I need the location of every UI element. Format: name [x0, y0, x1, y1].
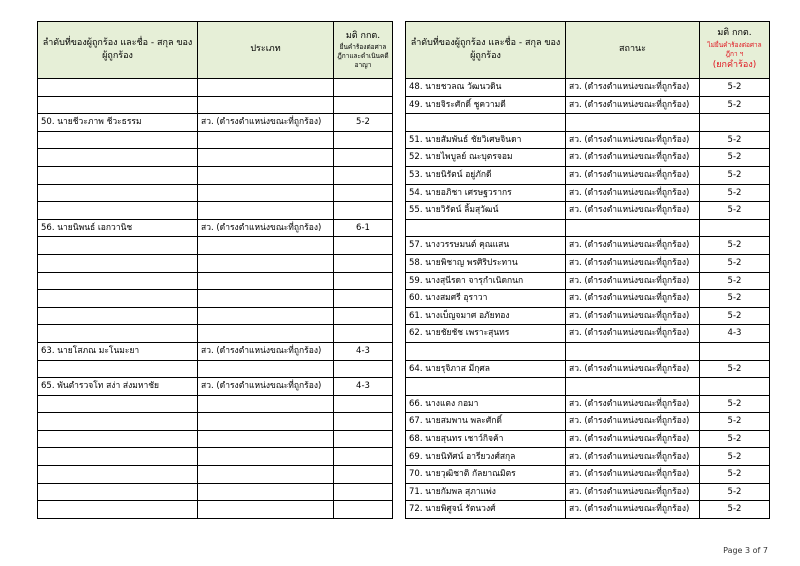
cell-name	[38, 413, 198, 431]
cell-status: สว. (ดำรงตำแหน่งขณะที่ถูกร้อง)	[566, 483, 700, 501]
cell-type	[198, 131, 334, 149]
cell-res: 5-2	[700, 430, 770, 448]
cell-name	[38, 272, 198, 290]
cell-status: สว. (ดำรงตำแหน่งขณะที่ถูกร้อง)	[566, 166, 700, 184]
table-row	[38, 430, 393, 448]
table-row	[38, 413, 393, 431]
cell-type	[198, 202, 334, 220]
cell-res: 5-2	[700, 254, 770, 272]
cell-name: 67. นายสมพาน พละศักดิ์	[406, 413, 566, 431]
cell-type	[198, 307, 334, 325]
cell-res	[700, 219, 770, 237]
table-row	[38, 378, 393, 396]
cell-res	[334, 166, 393, 184]
table-row	[38, 395, 393, 413]
cell-type	[198, 466, 334, 484]
cell-name	[38, 79, 198, 97]
cell-status: สว. (ดำรงตำแหน่งขณะที่ถูกร้อง)	[566, 325, 700, 343]
cell-status: สว. (ดำรงตำแหน่งขณะที่ถูกร้อง)	[566, 466, 700, 484]
table-row	[38, 79, 393, 97]
table-row	[38, 290, 393, 308]
cell-res: 5-2	[700, 96, 770, 114]
cell-type	[198, 448, 334, 466]
cell-status	[566, 378, 700, 396]
cell-status: สว. (ดำรงตำแหน่งขณะที่ถูกร้อง)	[566, 184, 700, 202]
cell-name: 64. นายรุจิภาส มีกุศล	[406, 360, 566, 378]
table-row	[38, 466, 393, 484]
table-row	[406, 96, 770, 114]
cell-res	[334, 237, 393, 255]
cell-res: 5-2	[700, 448, 770, 466]
cell-res	[334, 96, 393, 114]
cell-name	[38, 395, 198, 413]
table-row	[38, 184, 393, 202]
cell-status	[566, 219, 700, 237]
cell-type	[198, 96, 334, 114]
table-row	[406, 219, 770, 237]
cell-res: 5-2	[700, 413, 770, 431]
cell-res: 5-2	[700, 307, 770, 325]
cell-status: สว. (ดำรงตำแหน่งขณะที่ถูกร้อง)	[566, 96, 700, 114]
cell-res	[334, 325, 393, 343]
table-row	[406, 466, 770, 484]
cell-res	[334, 202, 393, 220]
cell-name: 55. นายวิรัตน์ ลิ้มสุวัฒน์	[406, 202, 566, 220]
table-row	[38, 237, 393, 255]
table-row	[406, 131, 770, 149]
cell-res: 5-2	[700, 79, 770, 97]
table-row	[406, 360, 770, 378]
cell-name	[38, 254, 198, 272]
table-row	[38, 483, 393, 501]
cell-type	[198, 290, 334, 308]
cell-type	[198, 501, 334, 519]
table-row	[406, 79, 770, 97]
cell-res: 4-3	[334, 342, 393, 360]
left-header-name: ลำดับที่ของผู้ถูกร้อง และชื่อ - สกุล ของผู้ถูกร้อง	[38, 22, 198, 79]
cell-status: สว. (ดำรงตำแหน่งขณะที่ถูกร้อง)	[566, 413, 700, 431]
table-row	[38, 325, 393, 343]
cell-name: 66. นางแตง กอมา	[406, 395, 566, 413]
cell-status: สว. (ดำรงตำแหน่งขณะที่ถูกร้อง)	[566, 202, 700, 220]
page-number: Page 3 of 7	[723, 546, 768, 555]
cell-res	[334, 184, 393, 202]
right-table	[405, 21, 770, 519]
cell-res: 5-2	[700, 131, 770, 149]
cell-name: 68. นายสุนทร เชาว์กิจค้า	[406, 430, 566, 448]
cell-name: 59. นางสุนีรดา จารุกำเนิดกนก	[406, 272, 566, 290]
cell-status: สว. (ดำรงตำแหน่งขณะที่ถูกร้อง)	[566, 360, 700, 378]
cell-res: 4-3	[700, 325, 770, 343]
cell-res	[334, 79, 393, 97]
cell-name	[38, 360, 198, 378]
cell-type	[198, 166, 334, 184]
cell-res	[334, 395, 393, 413]
right-header-resolution	[700, 22, 770, 79]
table-row	[406, 202, 770, 220]
table-row	[38, 166, 393, 184]
cell-res	[700, 378, 770, 396]
table-row	[38, 202, 393, 220]
cell-status: สว. (ดำรงตำแหน่งขณะที่ถูกร้อง)	[566, 79, 700, 97]
cell-res: 5-2	[700, 501, 770, 519]
table-row	[406, 114, 770, 132]
table-row	[38, 272, 393, 290]
right-table-body	[406, 79, 770, 519]
cell-res: 5-2	[700, 360, 770, 378]
cell-name	[406, 378, 566, 396]
cell-status: สว. (ดำรงตำแหน่งขณะที่ถูกร้อง)	[566, 501, 700, 519]
cell-name: 61. นางเบ็ญจมาศ อภัยทอง	[406, 307, 566, 325]
cell-name: 60. นางสมศรี อุราวา	[406, 290, 566, 308]
cell-name: 70. นายวุฒิชาติ กัลยาณมิตร	[406, 466, 566, 484]
cell-type	[198, 413, 334, 431]
cell-name	[38, 325, 198, 343]
cell-status: สว. (ดำรงตำแหน่งขณะที่ถูกร้อง)	[566, 149, 700, 167]
cell-status: สว. (ดำรงตำแหน่งขณะที่ถูกร้อง)	[566, 430, 700, 448]
cell-name	[38, 483, 198, 501]
cell-type	[198, 184, 334, 202]
cell-res	[334, 501, 393, 519]
cell-type	[198, 149, 334, 167]
left-header-resolution-sub: ยื่นคำร้องต่อศาลฎีกาและดำเนินคดีอาญา	[337, 43, 389, 70]
cell-status: สว. (ดำรงตำแหน่งขณะที่ถูกร้อง)	[566, 290, 700, 308]
cell-type	[198, 272, 334, 290]
cell-res	[334, 131, 393, 149]
cell-name	[406, 114, 566, 132]
table-row	[38, 114, 393, 132]
cell-res	[334, 430, 393, 448]
cell-res	[334, 413, 393, 431]
cell-name	[38, 448, 198, 466]
table-row	[406, 448, 770, 466]
cell-res	[334, 466, 393, 484]
left-header-resolution-title: มติ กกต.	[345, 30, 381, 41]
cell-status: สว. (ดำรงตำแหน่งขณะที่ถูกร้อง)	[566, 237, 700, 255]
table-row	[38, 307, 393, 325]
table-row	[406, 483, 770, 501]
table-row	[406, 430, 770, 448]
right-header-resolution-note: (ยกคำร้อง)	[712, 60, 757, 71]
table-row	[38, 448, 393, 466]
table-row	[406, 325, 770, 343]
table-row	[38, 131, 393, 149]
cell-name	[38, 131, 198, 149]
cell-res	[334, 483, 393, 501]
table-row	[406, 237, 770, 255]
table-row	[406, 149, 770, 167]
cell-name: 57. นางวรรษมนต์ คุณแสน	[406, 237, 566, 255]
right-header-name: ลำดับที่ของผู้ถูกร้อง และชื่อ - สกุล ของผู้ถูกร้อง	[406, 22, 566, 79]
cell-name: 65. พันตำรวจโท สง่า ส่งมหาชัย	[38, 378, 198, 396]
table-row	[406, 184, 770, 202]
cell-res	[334, 290, 393, 308]
table-row	[406, 501, 770, 519]
cell-res: 5-2	[700, 483, 770, 501]
cell-name: 71. นายกัมพล สุภาแพ่ง	[406, 483, 566, 501]
table-row	[406, 395, 770, 413]
cell-res	[334, 448, 393, 466]
table-row	[38, 501, 393, 519]
cell-type: สว. (ดำรงตำแหน่งขณะที่ถูกร้อง)	[198, 114, 334, 132]
cell-status: สว. (ดำรงตำแหน่งขณะที่ถูกร้อง)	[566, 272, 700, 290]
cell-res: 5-2	[700, 237, 770, 255]
cell-status: สว. (ดำรงตำแหน่งขณะที่ถูกร้อง)	[566, 448, 700, 466]
cell-name: 48. นายชวลณ วัฒนวดิน	[406, 79, 566, 97]
cell-name: 58. นายพิชาญ พรศิริประทาน	[406, 254, 566, 272]
left-header-resolution	[334, 22, 393, 79]
table-row	[38, 254, 393, 272]
cell-type: สว. (ดำรงตำแหน่งขณะที่ถูกร้อง)	[198, 342, 334, 360]
table-row	[406, 254, 770, 272]
cell-res: 4-3	[334, 378, 393, 396]
cell-res: 5-2	[700, 184, 770, 202]
left-table-body	[38, 79, 393, 519]
cell-name	[38, 290, 198, 308]
table-row	[406, 166, 770, 184]
cell-name: 53. นายนิรัตน์ อยู่ภักดี	[406, 166, 566, 184]
table-row	[38, 342, 393, 360]
left-header-type: ประเภท	[198, 22, 334, 79]
cell-type: สว. (ดำรงตำแหน่งขณะที่ถูกร้อง)	[198, 219, 334, 237]
table-row	[38, 149, 393, 167]
cell-res: 5-2	[700, 149, 770, 167]
cell-res: 5-2	[334, 114, 393, 132]
cell-type	[198, 483, 334, 501]
cell-status: สว. (ดำรงตำแหน่งขณะที่ถูกร้อง)	[566, 254, 700, 272]
cell-name: 54. นายอภิชา เศรษฐวรากร	[406, 184, 566, 202]
cell-status	[566, 342, 700, 360]
cell-res: 5-2	[700, 395, 770, 413]
cell-res: 5-2	[700, 466, 770, 484]
cell-type: สว. (ดำรงตำแหน่งขณะที่ถูกร้อง)	[198, 378, 334, 396]
cell-type	[198, 325, 334, 343]
table-row	[38, 360, 393, 378]
cell-res: 5-2	[700, 202, 770, 220]
cell-name: 69. นายนิทัศน์ อารียวงศ์สกุล	[406, 448, 566, 466]
left-table	[37, 21, 393, 519]
cell-name	[38, 430, 198, 448]
cell-status	[566, 114, 700, 132]
right-header-status: สถานะ	[566, 22, 700, 79]
table-row	[406, 342, 770, 360]
cell-res	[334, 360, 393, 378]
cell-res	[334, 272, 393, 290]
table-row	[38, 219, 393, 237]
cell-type	[198, 254, 334, 272]
cell-name	[406, 342, 566, 360]
cell-res	[700, 114, 770, 132]
cell-name: 63. นายโสภณ มะโนมะยา	[38, 342, 198, 360]
cell-type	[198, 395, 334, 413]
cell-res: 6-1	[334, 219, 393, 237]
cell-name: 56. นายนิพนธ์ เอกวานิช	[38, 219, 198, 237]
cell-name	[38, 166, 198, 184]
cell-name	[38, 237, 198, 255]
cell-res	[700, 342, 770, 360]
cell-res: 5-2	[700, 272, 770, 290]
cell-status: สว. (ดำรงตำแหน่งขณะที่ถูกร้อง)	[566, 307, 700, 325]
cell-name	[38, 202, 198, 220]
cell-res	[334, 307, 393, 325]
cell-name	[38, 501, 198, 519]
cell-name: 50. นายชีวะภาพ ชีวะธรรม	[38, 114, 198, 132]
cell-type	[198, 79, 334, 97]
cell-name: 62. นายชัยชัช เพราะสุนทร	[406, 325, 566, 343]
cell-name	[38, 149, 198, 167]
cell-status: สว. (ดำรงตำแหน่งขณะที่ถูกร้อง)	[566, 131, 700, 149]
table-row	[406, 413, 770, 431]
cell-name: 49. นายจิระศักดิ์ ชูความดี	[406, 96, 566, 114]
table-row	[406, 307, 770, 325]
cell-type	[198, 360, 334, 378]
cell-name	[38, 307, 198, 325]
right-header-resolution-title: มติ กกต.	[717, 28, 752, 39]
cell-name	[38, 96, 198, 114]
right-header-resolution-sub: ไม่ยื่นคำร้องต่อศาลฎีกา ฯ	[707, 40, 762, 58]
cell-res: 5-2	[700, 290, 770, 308]
cell-res	[334, 149, 393, 167]
table-row	[406, 378, 770, 396]
cell-status: สว. (ดำรงตำแหน่งขณะที่ถูกร้อง)	[566, 395, 700, 413]
cell-name	[38, 184, 198, 202]
cell-name: 72. นายพิศูจน์ รัตนวงศ์	[406, 501, 566, 519]
table-row	[406, 272, 770, 290]
cell-type	[198, 237, 334, 255]
cell-name: 52. นายไพบูลย์ ณะบุตรจอม	[406, 149, 566, 167]
cell-type	[198, 430, 334, 448]
cell-res: 5-2	[700, 166, 770, 184]
table-row	[38, 96, 393, 114]
cell-name: 51. นายสัมพันธ์ ชัยวิเศษจินดา	[406, 131, 566, 149]
table-row	[406, 290, 770, 308]
cell-name	[406, 219, 566, 237]
cell-res	[334, 254, 393, 272]
cell-name	[38, 466, 198, 484]
